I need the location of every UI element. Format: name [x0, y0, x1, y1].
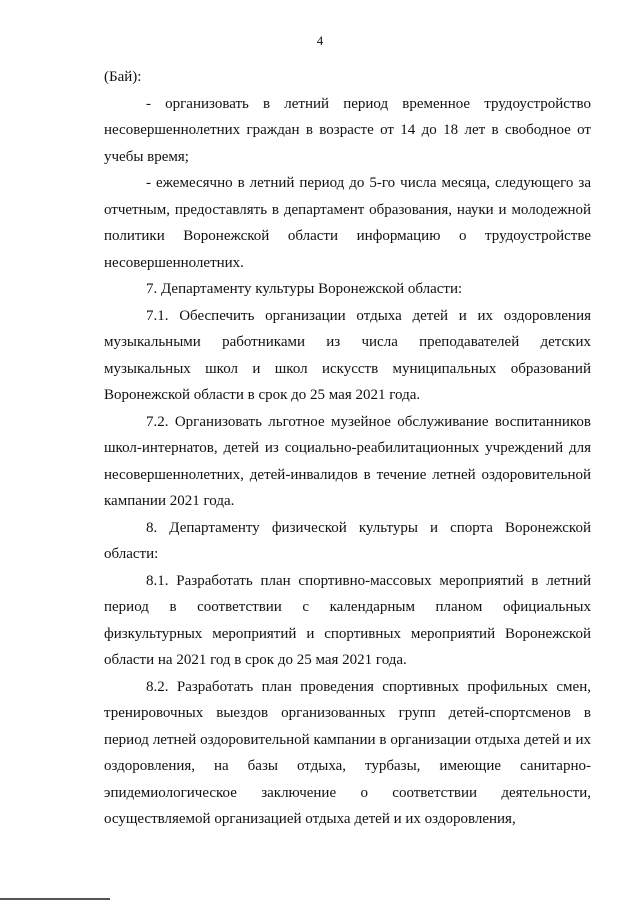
paragraph-item-8-1: 8.1. Разработать план спортивно-массовых мероприятий в летний период в соответствии с календарным планом официальных физкультурных мероприятий и спортивных мероприятий Воронежской области на 2021 год в срок до 25 мая 2021 года.	[104, 572, 591, 668]
paragraph-employment: - организовать в летний период временное трудоустройство несовершеннолетних граждан в возрасте от 14 до 18 лет в свободное от учебы время;	[104, 95, 591, 165]
paragraph-section-8: 8. Департаменту физической культуры и спорта Воронежской области:	[104, 519, 591, 562]
paragraph-monthly-report: - ежемесячно в летний период до 5-го числа месяца, следующего за отчетным, предоставлять в департамент образования, науки и молодежной политики Воронежской области информацию о трудоустройстве несовершеннолетних.	[104, 175, 591, 271]
paragraph-continuation: (Бай):	[104, 69, 142, 85]
paragraph-item-7-1: 7.1. Обеспечить организации отдыха детей и их оздоровления музыкальными работниками из числа преподавателей детских музыкальных школ и школ искусств муниципальных образований Воронежской области в срок до 25 мая 2021 года.	[104, 307, 591, 403]
document-body	[104, 64, 591, 833]
paragraph-item-7-2: 7.2. Организовать льготное музейное обслуживание воспитанников школ-интернатов, детей из социально-реабилитационных учреждений для несовершеннолетних, детей-инвалидов в течение летней оздоровительной кампании 2021 года.	[104, 413, 591, 509]
page-number: 4	[316, 33, 324, 48]
paragraph-item-8-2: 8.2. Разработать план проведения спортивных профильных смен, тренировочных выездов организованных групп детей-спортсменов в период летней оздоровительной кампании в организации отдыха детей и их оздоровления, на базы отдыха, турбазы, имеющие санитарно-эпидемиологическое заключение о соответствии деятельности, осуществляемой организацией отдыха детей и их оздоровления,	[104, 678, 591, 827]
paragraph-section-7: 7. Департаменту культуры Воронежской области:	[146, 281, 463, 297]
